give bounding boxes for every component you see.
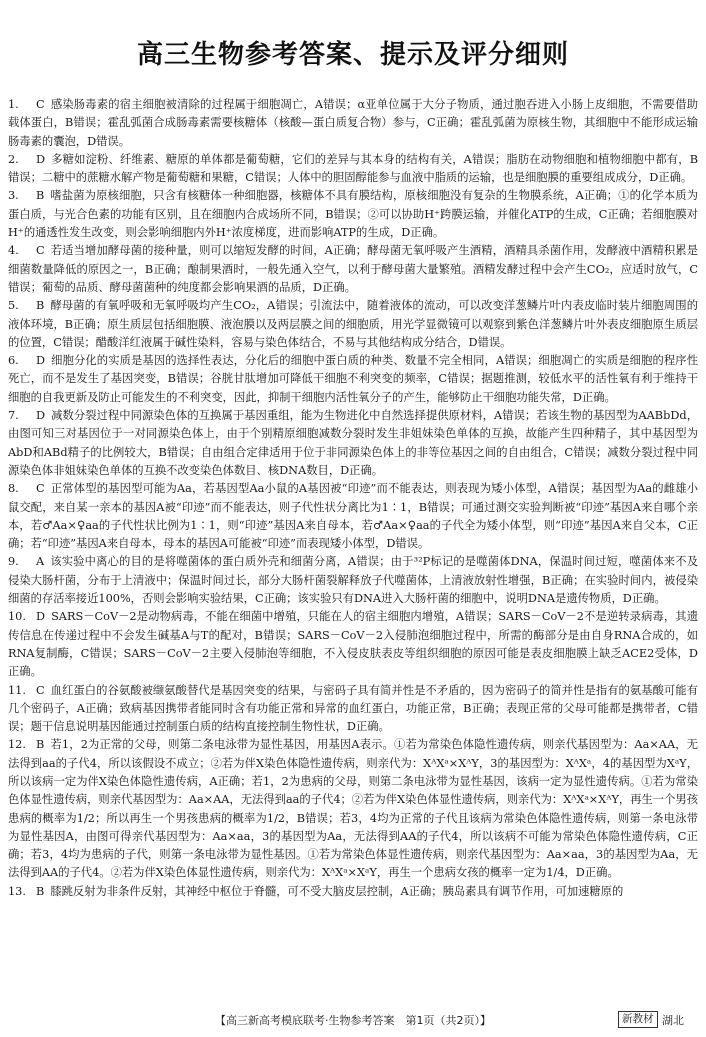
item-answer: C bbox=[36, 482, 45, 496]
item-answer: B bbox=[36, 299, 45, 313]
item-explanation: 膝跳反射为非条件反射，其神经中枢位于脊髓，可不受大脑皮层控制，A正确；胰岛素具有调节作用，可加速糖原的 bbox=[50, 884, 624, 898]
edition-tag: 新教材 bbox=[618, 1011, 658, 1028]
answer-item bbox=[8, 480, 698, 553]
item-answer: D bbox=[36, 152, 46, 166]
answer-item bbox=[8, 608, 698, 681]
item-answer: A bbox=[36, 555, 45, 569]
item-explanation: 嗜盐菌为原核细胞，只含有核糖体一种细胞器，核糖体不具有膜结构，原核细胞没有复杂的生物膜系统，A正确；①的化学本质为蛋白质，与光合色素的功能有区别，且在细胞内合成场所不同，B错误；②可以协助H⁺跨膜运输，并催化ATP的生成，C正确；若细胞膜对H⁺的通透性发生改变，则会影响细胞内外H⁺浓度梯度，进而影响ATP的生成，D正确。 bbox=[8, 189, 698, 240]
item-answer: C bbox=[36, 244, 45, 258]
answer-item bbox=[8, 242, 698, 297]
answer-list bbox=[8, 96, 698, 901]
item-explanation: SARS－CoV－2是动物病毒，不能在细菌中增殖，只能在人的宿主细胞内增殖，A错误；SARS－CoV－2不是逆转录病毒，其遗传信息在传递过程中不会发生碱基A与T的配对，B错误；SARS－CoV－2入侵肺泡细胞过程中，所需的酶部分是由自身RNA合成的，如RNA复制酶，C错误；SARS－CoV－2主要入侵肺泡等细胞，不入侵皮肤表皮等组织细胞的原因可能是表皮细胞膜上缺乏ACE2受体，D正确。 bbox=[8, 610, 698, 679]
answer-item bbox=[8, 682, 698, 737]
item-answer: B bbox=[36, 189, 45, 203]
item-explanation: 多糖如淀粉、纤维素、糖原的单体都是葡萄糖，它们的差异与其本身的结构有关，A错误；脂肪在动物细胞和植物细胞中都有，B错误；二糖中的蔗糖水解产物是葡萄糖和果糖，C错误；人体中的胆固醇能参与血液中脂质的运输，也是细胞膜的重要组成成分，D正确。 bbox=[8, 152, 698, 185]
item-answer: D bbox=[36, 409, 46, 423]
item-answer: D bbox=[36, 610, 46, 624]
item-explanation: 血红蛋白的谷氨酸被缬氨酸替代是基因突变的结果，与密码子具有简并性是不矛盾的，因为密码子的简并性是指有的氨基酸可能有几个密码子，A正确；致病基因携带者能同时含有功能正常和异常的血红蛋白，功能正常，B正确；表现正常的父母可能都是携带者，C错误；题干信息说明基因能通过控制蛋白质的结构直接控制生物性状，D正确。 bbox=[8, 683, 698, 734]
item-number: 9. bbox=[8, 555, 19, 569]
item-number: 4. bbox=[8, 244, 19, 258]
answer-item bbox=[8, 297, 698, 352]
item-explanation: 正常体型的基因型可能为Aa，若基因型Aa小鼠的A基因被“印迹”而不能表达，则表现为矮小体型，A错误；基因型为Aa的雌雄小鼠交配，来自某一亲本的基因A被“印迹”而不能表达，则子代性状分离比为1∶1，B错误；可通过测交实验判断被“印迹”基因A来自哪个亲本，若♂Aa×♀aa的子代性状比例为1∶1，则“印迹”基因A来自母本，若♂Aa×♀aa的子代全为矮小体型，则“印迹”基因A来自父本，C正确；若“印迹”基因A来自母本，母本的基因A可能被“印迹”而表现矮小体型，D错误。 bbox=[8, 482, 698, 551]
item-number: 1. bbox=[8, 98, 19, 111]
item-number: 13. bbox=[8, 884, 26, 898]
item-answer: D bbox=[36, 354, 46, 368]
item-number: 12. bbox=[8, 738, 26, 752]
item-number: 11. bbox=[8, 683, 26, 697]
item-answer: C bbox=[36, 683, 45, 697]
answer-item bbox=[8, 407, 698, 480]
footer-caption: 【高三新高考模底联考·生物参考答案 第1页（共2页）】 bbox=[215, 1014, 491, 1027]
item-explanation: 感染肠毒素的宿主细胞被清除的过程属于细胞凋亡，A错误；α亚单位属于大分子物质，通过胞吞进入小肠上皮细胞，不需要借助载体蛋白，B错误；霍乱弧菌合成肠毒素需要核糖体（核酸—蛋白质复合物）参与，C正确；霍乱弧菌为原核生物，其细胞中不能形成运输肠毒素的囊泡，D错误。 bbox=[8, 98, 698, 148]
item-explanation: 细胞分化的实质是基因的选择性表达，分化后的细胞中蛋白质的种类、数量不完全相同，A错误；细胞凋亡的实质是细胞的程序性死亡，而不是发生了基因突变，B错误；谷胱甘肽增加可降低干细胞不利突变的频率，C错误；据题推测，较低水平的活性氧有利于维持干细胞的自我更新及防止可能发生的不利突变，因此，抑制干细胞内活性氧分子的产生，能够防止干细胞功能失常，D正确。 bbox=[8, 354, 698, 404]
answer-item bbox=[8, 883, 698, 901]
item-explanation: 该实验中离心的目的是将噬菌体的蛋白质外壳和细菌分离，A错误；由于³²P标记的是噬菌体DNA，保温时间过短，噬菌体来不及侵染大肠杆菌，分布于上清液中；保温时间过长，部分大肠杆菌裂解释放子代噬菌体，上清液放射性增强，B正确；在实验时间内，被侵染细菌的存活率接近100%，否则会影响实验结果，C正确；该实验只有DNA进入大肠杆菌的细胞中，说明DNA是遗传物质，D正确。 bbox=[8, 555, 698, 606]
answer-item bbox=[8, 187, 698, 242]
item-explanation: 减数分裂过程中同源染色体的互换属于基因重组，能为生物进化中自然选择提供原材料，A错误；若该生物的基因型为AABbDd，由图可知三对基因位于一对同源染色体上，由于个别精原细胞减数分裂时发生非姐妹染色单体的互换，故能产生四种精子，其中基因型为AbD和ABd精子的比例较大，B错误；自由组合定律适用于位于非同源染色体上的非等位基因之间的自由组合，C错误；减数分裂过程中同源染色体非姐妹染色单体的互换不改变染色体数目、核DNA数目，D正确。 bbox=[8, 409, 698, 477]
item-number: 3. bbox=[8, 189, 19, 203]
region-label: 湖北 bbox=[662, 1014, 684, 1027]
item-answer: B bbox=[36, 738, 45, 752]
page-footer bbox=[0, 1012, 706, 1030]
answer-item bbox=[8, 736, 698, 882]
item-number: 7. bbox=[8, 409, 19, 423]
item-number: 5. bbox=[8, 299, 19, 313]
item-explanation: 若1，2为正常的父母，则第二条电泳带为显性基因，用基因A表示。①若为常染色体隐性遗传病，则亲代基因型为：Aa×AA，无法得到aa的子代4，所以该假设不成立；②若为伴X染色体隐性遗传病，则亲代为：XᴬXᵃ×XᴬY，3的基因型为：XᴬXᵃ，4的基因型为XᵃY，所以该病一定为伴X染色体隐性遗传病，A正确；若1，2为患病的父母，则第二条电泳带为显性基因，该病一定为显性遗传病。①若为常染色体显性遗传病，则亲代基因型为：Aa×AA，无法得到aa的子代4；②若为伴X染色体显性遗传病，则亲代为：XᴬXᵃ×XᴬY，再生一个男孩患病的概率为1/2；所以再生一个男孩患病的概率为1/2，B错误；若3，4均为正常的子代且该病为常染色体隐性遗传病，则第一条电泳带为显性基因A，由图可得亲代基因型为：Aa×aa，3的基因型为Aa，无法得到AA的子代4，所以该病不可能为常染色体隐性遗传病，C正确；若3，4均为患病的子代，则第一条电泳带为显性基因。①若为常染色体显性遗传病，则亲代基因型为：Aa×aa，3的基因型为Aa，无法得到AA的子代4。②若为伴X染色体显性遗传病，则亲代为：XᴬXᵃ×XᵃY，再生一个患病女孩的概率一定为1/4，D正确。 bbox=[8, 738, 698, 880]
item-number: 10. bbox=[8, 610, 26, 624]
answer-item bbox=[8, 96, 698, 151]
item-answer: C bbox=[36, 98, 45, 111]
item-number: 8. bbox=[8, 482, 19, 496]
answer-item bbox=[8, 553, 698, 608]
answer-item bbox=[8, 352, 698, 407]
item-answer: B bbox=[36, 884, 45, 898]
item-explanation: 酵母菌的有氧呼吸和无氧呼吸均产生CO₂，A错误；引流法中，随着液体的流动，可以改变洋葱鳞片叶内表皮临时装片细胞周围的液体环境，B正确；原生质层包括细胞膜、液泡膜以及两层膜之间的细胞质，用光学显微镜可以观察到紫色洋葱鳞片叶外表皮细胞原生质层的位置，C错误；醋酸洋红液属于碱性染料，容易与染色体结合，不易与其他结构成分结合，D错误。 bbox=[8, 299, 698, 349]
page-title: 高三生物参考答案、提示及评分细则 bbox=[136, 40, 569, 70]
item-explanation: 若适当增加酵母菌的接种量，则可以缩短发酵的时间，A正确；酵母菌无氧呼吸产生酒精，酒精具杀菌作用，发酵液中酒精积累是细菌数量降低的原因之一，B正确；酿制果酒时，一般先通入空气，以利于酵母菌大量繁殖。酒精发酵过程中会产生CO₂，应适时放气，C错误；葡萄的品质、酵母菌菌种的纯度都会影响果酒的品质，D正确。 bbox=[8, 244, 698, 294]
item-number: 6. bbox=[8, 354, 19, 368]
item-number: 2. bbox=[8, 152, 19, 166]
answer-item bbox=[8, 151, 698, 188]
